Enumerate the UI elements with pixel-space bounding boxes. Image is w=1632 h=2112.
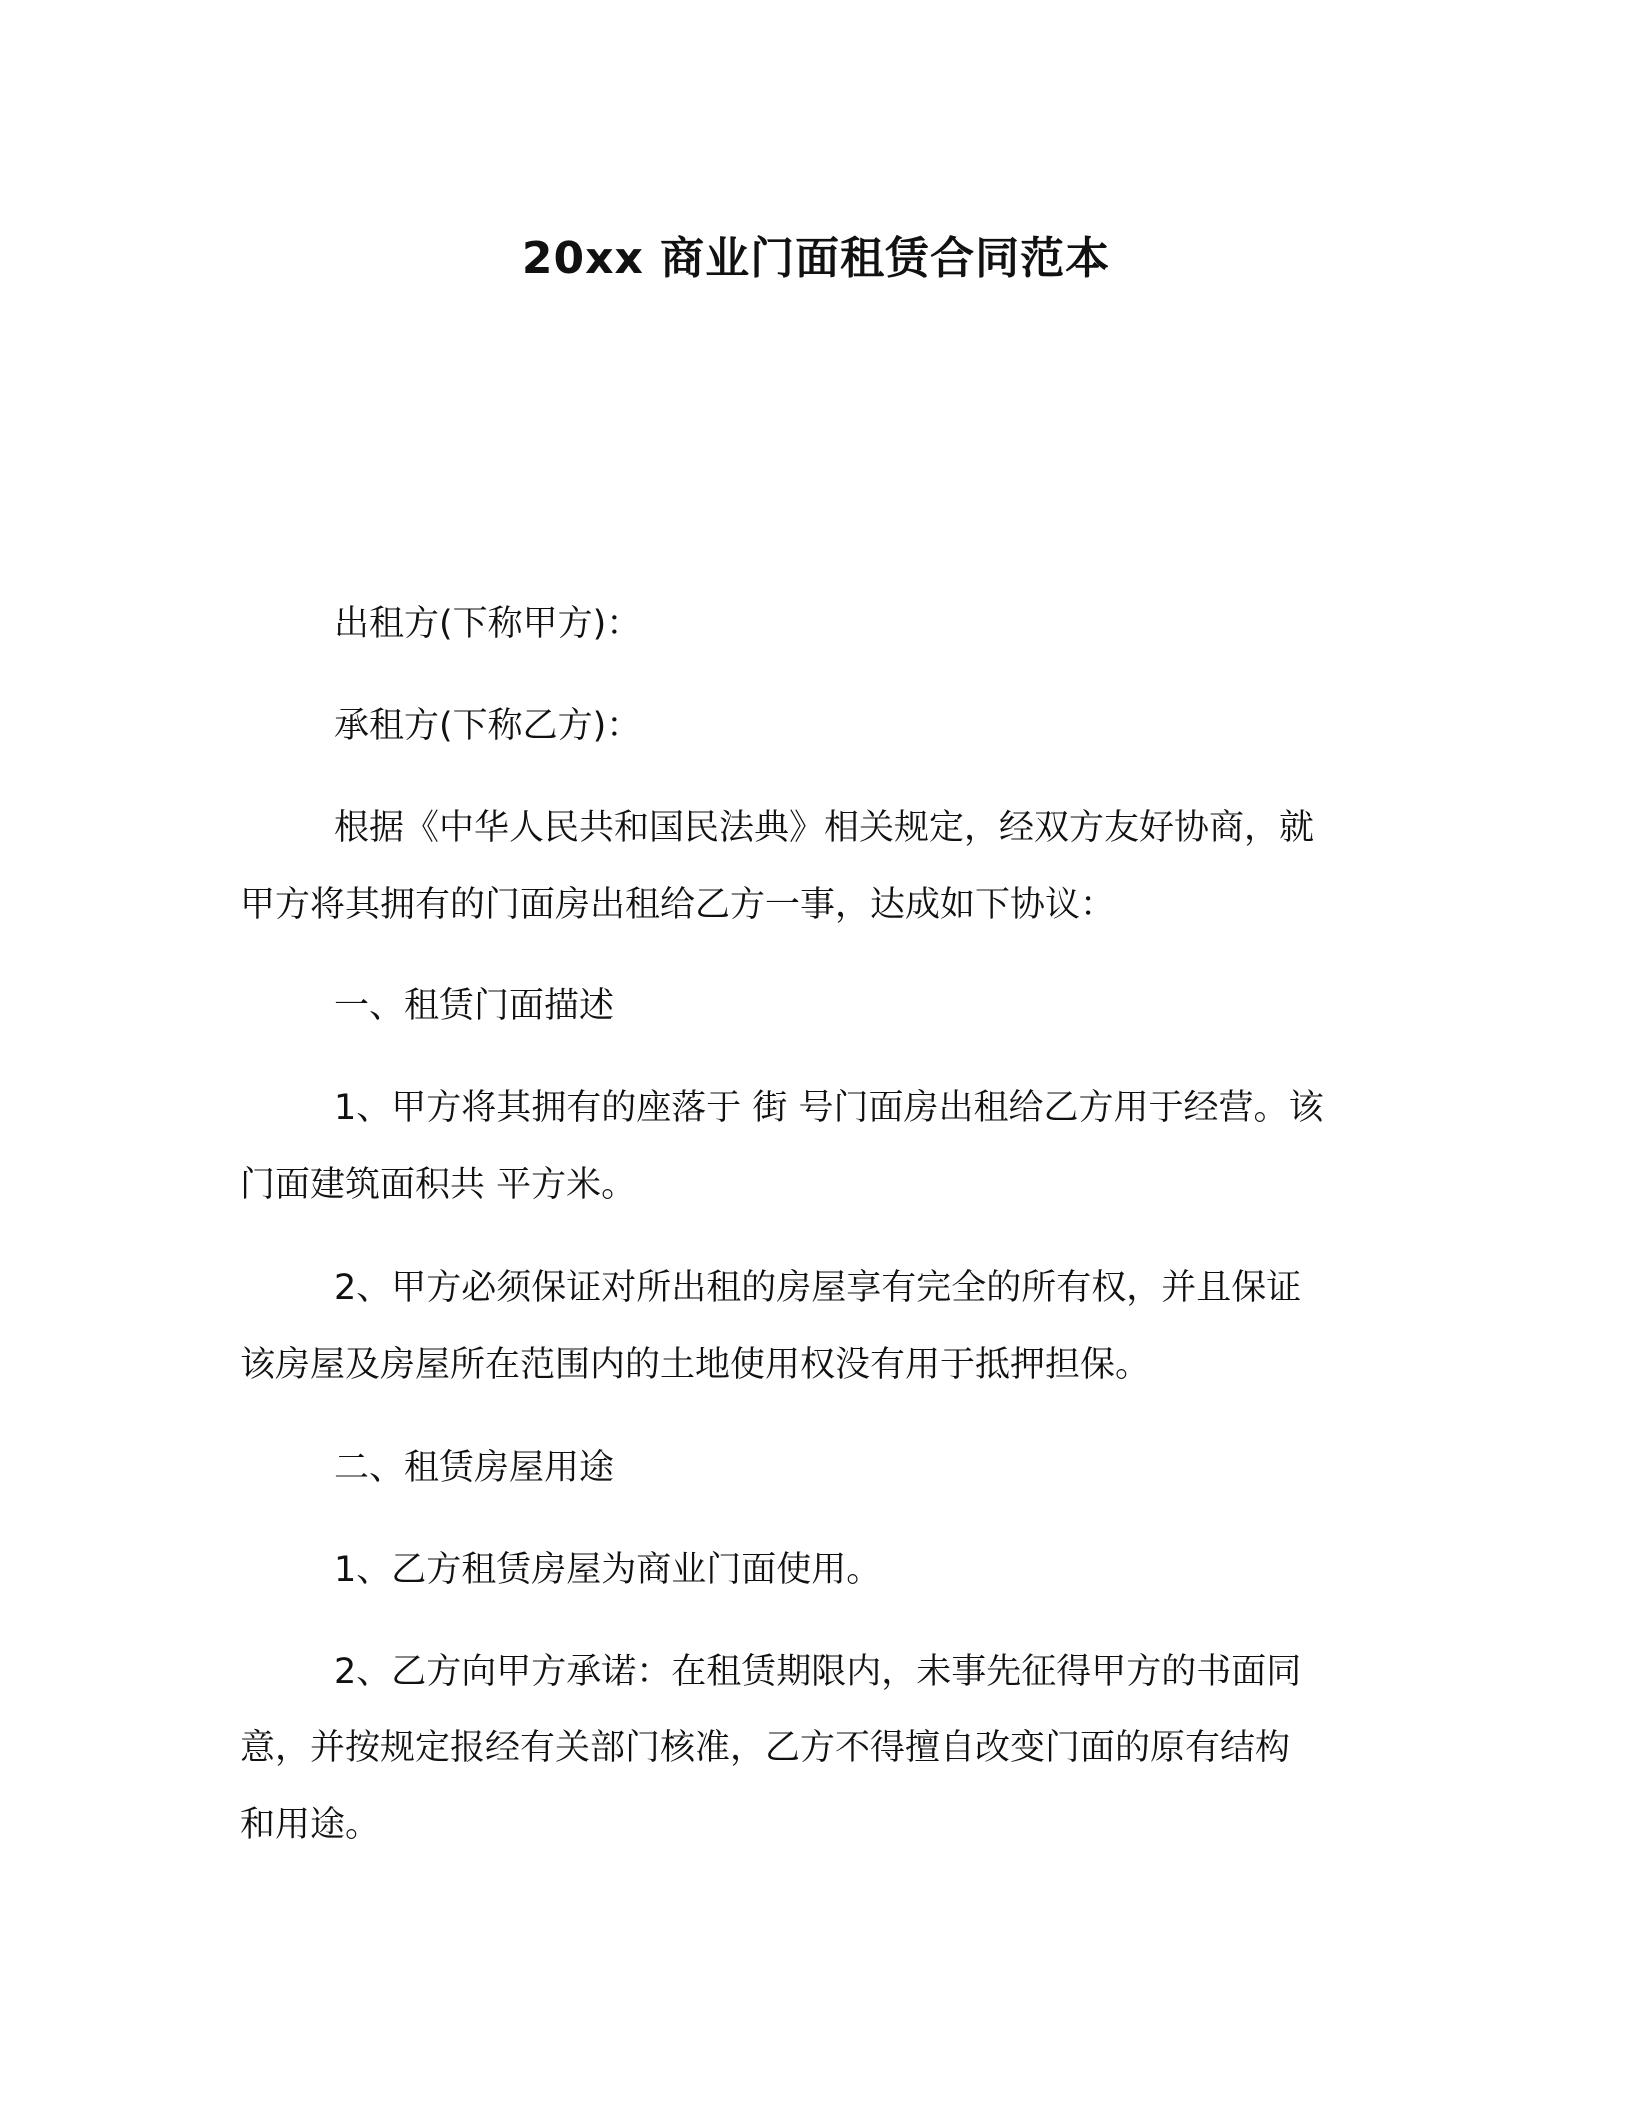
lessee-line: 承租方(下称乙方)： [334,706,642,746]
clause-2-2-line-3: 和用途。 [240,1805,381,1845]
lessor-line: 出租方(下称甲方)： [334,604,642,644]
section-heading-2: 二、租赁房屋用途 [334,1448,615,1488]
clause-1-2-line-1: 2、甲方必须保证对所出租的房屋享有完全的所有权，并且保证 [334,1268,1302,1308]
section-heading-1: 一、租赁门面描述 [334,986,615,1026]
clause-1-2-line-2: 该房屋及房屋所在范围内的土地使用权没有用于抵押担保。 [240,1345,1151,1385]
clause-2-1-line-1: 1、乙方租赁房屋为商业门面使用。 [334,1550,882,1590]
preamble-line-1: 根据《中华人民共和国民法典》相关规定，经双方友好协商，就 [334,808,1315,848]
document-title: 20xx 商业门面租赁合同范本 [521,233,1111,284]
clause-1-1-line-1: 1、甲方将其拥有的座落于 街 号门面房出租给乙方用于经营。该 [334,1088,1324,1128]
clause-1-1-line-2: 门面建筑面积共 平方米。 [240,1165,637,1205]
clause-2-2-line-2: 意，并按规定报经有关部门核准，乙方不得擅自改变门面的原有结构 [240,1728,1291,1768]
clause-2-2-line-1: 2、乙方向甲方承诺：在租赁期限内，未事先征得甲方的书面同 [334,1652,1302,1692]
preamble-line-2: 甲方将其拥有的门面房出租给乙方一事，达成如下协议： [240,885,1116,925]
